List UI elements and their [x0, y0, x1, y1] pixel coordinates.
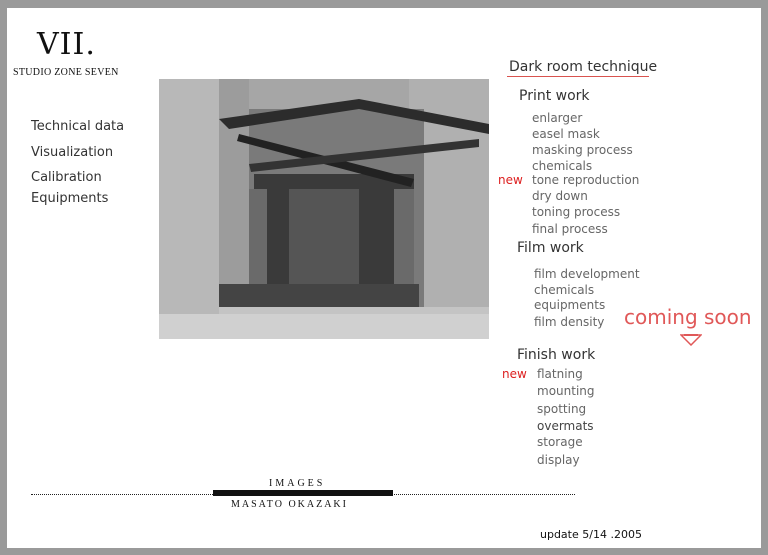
footer-bar [213, 490, 393, 496]
author-name: MASATO OKAZAKI [231, 499, 348, 510]
link-masking-process[interactable]: masking process [532, 143, 633, 157]
print-work-heading: Print work [519, 88, 590, 104]
new-badge-tone: new [498, 173, 523, 187]
link-storage[interactable]: storage [537, 435, 583, 449]
darkroom-photo [159, 79, 489, 339]
link-tone-reproduction[interactable]: tone reproduction [532, 173, 640, 187]
photo-image [159, 79, 489, 339]
new-badge-flatning: new [502, 367, 527, 381]
link-enlarger[interactable]: enlarger [532, 111, 583, 125]
film-work-heading: Film work [517, 240, 584, 256]
link-film-equipments[interactable]: equipments [534, 298, 606, 312]
link-final-process[interactable]: final process [532, 222, 608, 236]
link-film-development[interactable]: film development [534, 267, 640, 281]
nav-equipments[interactable]: Equipments [31, 191, 109, 206]
finish-work-heading: Finish work [517, 347, 596, 363]
nav-visualization[interactable]: Visualization [31, 145, 114, 160]
link-mounting[interactable]: mounting [537, 384, 595, 398]
title-underline [507, 76, 649, 77]
link-film-density[interactable]: film density [534, 315, 605, 329]
coming-soon-label: coming soon [624, 305, 752, 329]
dark-room-technique-link[interactable]: Dark room technique [509, 59, 658, 75]
link-chemicals[interactable]: chemicals [532, 159, 593, 173]
link-display[interactable]: display [537, 453, 580, 467]
link-flatning[interactable]: flatning [537, 367, 583, 381]
page-frame [7, 8, 761, 548]
nav-technical-data[interactable]: Technical data [31, 119, 125, 134]
coming-soon-arrow-icon [680, 334, 702, 346]
update-date: update 5/14 .2005 [540, 528, 642, 541]
link-spotting[interactable]: spotting [537, 402, 587, 416]
link-toning-process[interactable]: toning process [532, 205, 621, 219]
link-overmats[interactable]: overmats [537, 419, 594, 433]
images-label: IMAGES [269, 478, 326, 489]
logo-mark[interactable]: VII. [37, 27, 96, 62]
nav-calibration[interactable]: Calibration [31, 170, 102, 185]
link-film-chemicals[interactable]: chemicals [534, 283, 595, 297]
logo-text: STUDIO ZONE SEVEN [13, 67, 119, 78]
link-dry-down[interactable]: dry down [532, 189, 588, 203]
link-easel-mask[interactable]: easel mask [532, 127, 600, 141]
